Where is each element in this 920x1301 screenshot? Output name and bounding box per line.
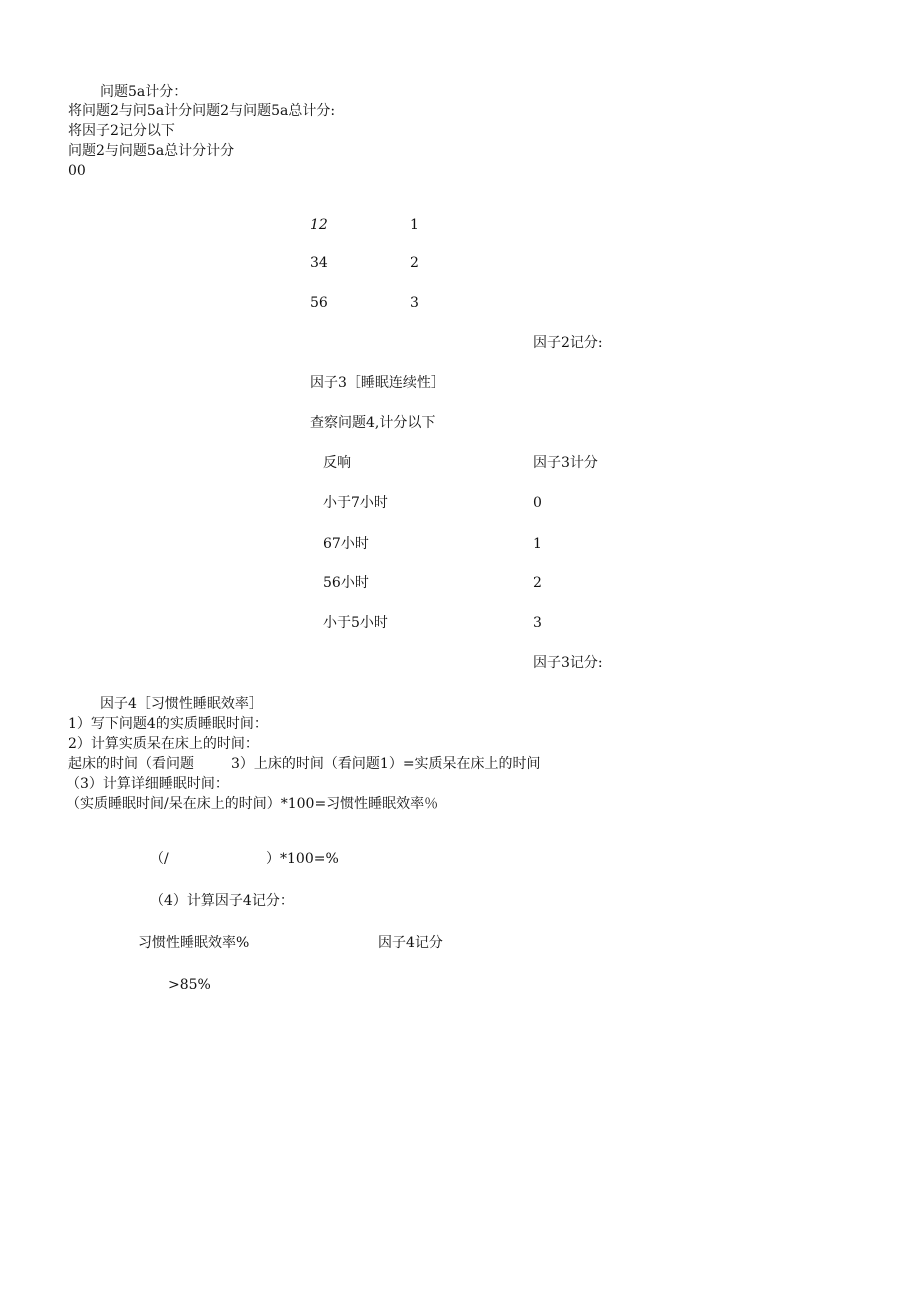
factor3-result-label: 因子3记分: [533, 655, 603, 671]
factor4-step2: 2）计算实质呆在床上的时间： [68, 736, 259, 752]
factor2-score-3: 3 [410, 295, 419, 311]
factor2-range-3: 56 [310, 295, 328, 311]
q5a-line-combine: 将问题2与问5a计分问题2与问题5a总计分: [68, 103, 336, 119]
factor4-step1: 1）写下问题4的实质睡眠时间： [68, 716, 268, 732]
factor4-col-score: 因子4记分 [378, 935, 443, 951]
q5a-line-total: 问题2与问题5a总计分计分 [68, 143, 235, 159]
factor2-result-label: 因子2记分: [533, 335, 603, 351]
factor3-row-2-score: 1 [533, 536, 542, 552]
factor3-title: 因子3［睡眠连续性］ [310, 375, 445, 391]
factor3-row-3-score: 2 [533, 575, 542, 591]
q5a-line-zero: 00 [68, 163, 86, 179]
factor3-row-1-response: 小于7小时 [323, 495, 388, 511]
q5a-line-factor2: 将因子2记分以下 [68, 123, 175, 139]
factor4-step4: （4）计算因子4记分： [150, 893, 294, 909]
factor2-score-2: 2 [410, 255, 419, 271]
factor2-range-1: 12 [310, 217, 328, 233]
factor4-step3-formula: （实质睡眠时间/呆在床上的时间）*100=习惯性睡眠效率％ [66, 796, 439, 812]
factor2-score-1: 1 [410, 217, 419, 233]
factor3-row-1-score: 0 [533, 495, 542, 511]
factor2-range-2: 34 [310, 255, 328, 271]
factor4-step3: （3）计算详细睡眠时间： [66, 776, 229, 792]
factor4-row-1-efficiency: >85% [168, 977, 211, 993]
factor3-instruction: 查察问题4,计分以下 [310, 415, 436, 431]
factor3-col-response: 反响 [323, 455, 351, 471]
factor4-col-efficiency: 习惯性睡眠效率% [138, 935, 250, 951]
factor3-row-4-score: 3 [533, 615, 542, 631]
factor3-col-score: 因子3计分 [533, 455, 598, 471]
factor4-step2-formula-right: 3）上床的时间（看问题1）=实质呆在床上的时间 [231, 756, 541, 772]
factor4-blank-formula-right: ）*100=% [266, 851, 339, 867]
q5a-heading: 问题5a计分： [100, 84, 188, 100]
factor3-row-3-response: 56小时 [323, 575, 369, 591]
factor4-step2-formula-left: 起床的时间（看问题 [68, 756, 194, 772]
factor4-blank-formula-left: （/ [150, 851, 169, 867]
factor3-row-2-response: 67小时 [323, 536, 369, 552]
factor4-title: 因子4［习惯性睡眠效率］ [100, 696, 263, 712]
factor3-row-4-response: 小于5小时 [323, 615, 388, 631]
